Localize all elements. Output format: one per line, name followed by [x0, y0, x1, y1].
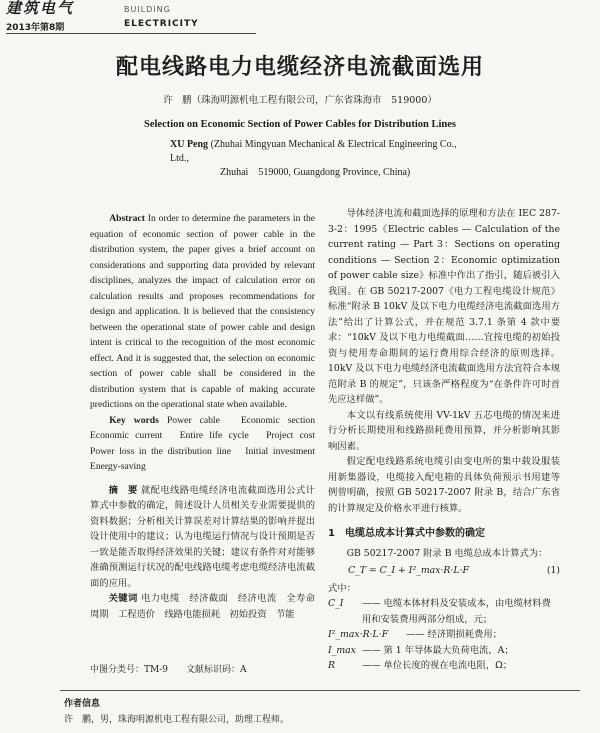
author-line: 许 鹏（珠海明源机电工程有限公司，广东省珠海市 519000）	[163, 95, 437, 106]
classification: 中图分类号：TM-9 文献标识码：A	[90, 665, 247, 675]
body-paragraph-3: 假定配电线路系统电缆引由变电所的集中载设服装用新集器设，电缆接入配电箱的具体负荷预示书用建等例曾明确，按照 GB 50217-2007 附录 B，结合广东省的计算规定及价格水平进行核算。	[328, 456, 560, 514]
definition-symbol: I_max	[328, 644, 356, 656]
definition-item	[328, 596, 560, 627]
footnote-text: 许 鹏，男，珠海明源机电工程有限公司，助理工程师。	[64, 715, 290, 725]
footnote-rule	[60, 690, 580, 691]
definition-symbol: C_I	[328, 598, 344, 609]
left-column	[90, 211, 325, 622]
abstract-cn-text: 就配电线路电缆经济电流截面选用公式计算式中参数的确定，简述设计人员相关专业需要提供的资料数据；分析相关计算误差对计算结果的影响并提出设计使用中的建议；认为电缆运行情况与设计预期是否一致是能否取得经济效果的关键；建议有条件对对能够准确预测运行状况的配电线路电缆考虑电缆经济电流截面的应用。	[90, 484, 315, 589]
definition-item	[328, 658, 560, 674]
keywords-en-text: Power cable Economic section Economic current Entire life cycle Project cost Power loss in the distribution line Initial investment Energy-saving	[90, 414, 325, 472]
header-rule	[6, 33, 256, 34]
footnote-title: 作者信息	[64, 699, 101, 709]
keywords-cn-text: 电力电缆 经济截面 经济电流 全寿命周期 工程造价 线路电能损耗 初始投资 节能	[90, 593, 315, 620]
definition-symbol: I²_max·R·L·F	[328, 629, 389, 640]
definition-item	[328, 643, 560, 659]
where-label: 式中：	[328, 582, 356, 594]
formula-expression: C_T = C_I + I²_max·R·L·F	[348, 565, 469, 576]
abstract-en	[90, 211, 315, 413]
body-paragraph-2: 本文以有线系统使用 VV-1kV 五芯电缆的情况来进行分析长期使用和线路损耗费用预算，并分析影响其影响因素。	[328, 409, 560, 452]
definition-text: —— 经济期损耗费用；	[406, 629, 502, 640]
keywords-cn	[90, 591, 315, 622]
right-column	[328, 206, 560, 674]
definition-text: —— 电缆本体材料及安装成本，由电缆材料费用和安装费用两部分组成，元；	[362, 598, 551, 625]
abstract-cn	[90, 483, 315, 592]
body-paragraph-1: 导体经济电流和截面选择的原理和方法在 IEC 287-3-2：1995《Electric cables — Calculation of the current rating — Part 3：Sections on operating conditions — Section 2：Economic optimization of power cable size》标准中作出了指引，随后被引入我国。在 GB 50217-2007《电力工程电缆设计规范》标准“附录 B 10kV 及以下电力电缆经济电流截面选用方法”给出了计算公式，并在规范 3.7.1 条第 4 款中要求：“10kV 及以下电力电缆截面……宜按电缆的初始投资与使用寿命期间的运行费用综合经济的原则选择。10kV 及以下电力电缆经济电流截面选用方法宜符合本规范附录 B 的规定”，只该条严格程度为“在条件许可时首先应这样做”。	[328, 208, 560, 405]
keywords-en	[90, 413, 325, 475]
abstract-text: In order to determine the parameters in the equation of economic section of power cable in the distribution system, the paper gives a brief account on considerations and supporting data provided by relevant disciplines, analyzes the impact of calculation error on calculation results and proposes recommendations for design and application. It is believed that the consistency between the operational state of power cable and design intent is critical to the recognition of the most economic effect. And it is suggested that, the selection on economic section of power cable shall be considered in the distribution system that is capable of making accurate predictions on the operational state when available.	[90, 213, 315, 410]
section-heading: 1 电缆总成本计算式中参数的确定	[328, 528, 485, 539]
journal-logo-en: BUILDING	[124, 5, 171, 14]
formula-number: (1)	[546, 565, 560, 576]
journal-logo: 建筑电气	[6, 0, 75, 17]
journal-header	[6, 0, 256, 34]
keywords-en-label: Key words	[109, 414, 159, 426]
issue-number: 2013年第8期	[6, 23, 65, 33]
definition-item	[328, 627, 560, 643]
definition-text: —— 单位长度的视在电流电阻，Ω；	[362, 660, 513, 671]
abstract-cn-label: 摘 要	[108, 484, 138, 496]
author-en-affiliation-1: (Zhuhai Mingyuan Mechanical & Electrical Engineering Co., Ltd.,	[170, 139, 457, 164]
formula-intro: GB 50217-2007 附录 B 电缆总成本计算式为：	[346, 547, 548, 559]
abstract-label: Abstract	[109, 213, 145, 224]
paper-title-en: Selection on Economic Section of Power Cables for Distribution Lines	[144, 119, 456, 130]
author-en-affiliation-2: Zhuhai 519000, Guangdong Province, China)	[220, 167, 411, 178]
definition-symbol: R	[328, 660, 335, 671]
formula	[328, 563, 560, 579]
journal-logo-en2: ELECTRICITY	[124, 19, 199, 29]
definition-text: —— 第 1 年导体最大负荷电流，A；	[362, 644, 514, 656]
paper-title: 配电线路电力电缆经济电流截面选用	[115, 55, 484, 80]
author-en-name: XU Peng	[170, 139, 209, 150]
keywords-cn-label: 关键词	[108, 593, 138, 604]
author-en-block	[170, 138, 470, 180]
